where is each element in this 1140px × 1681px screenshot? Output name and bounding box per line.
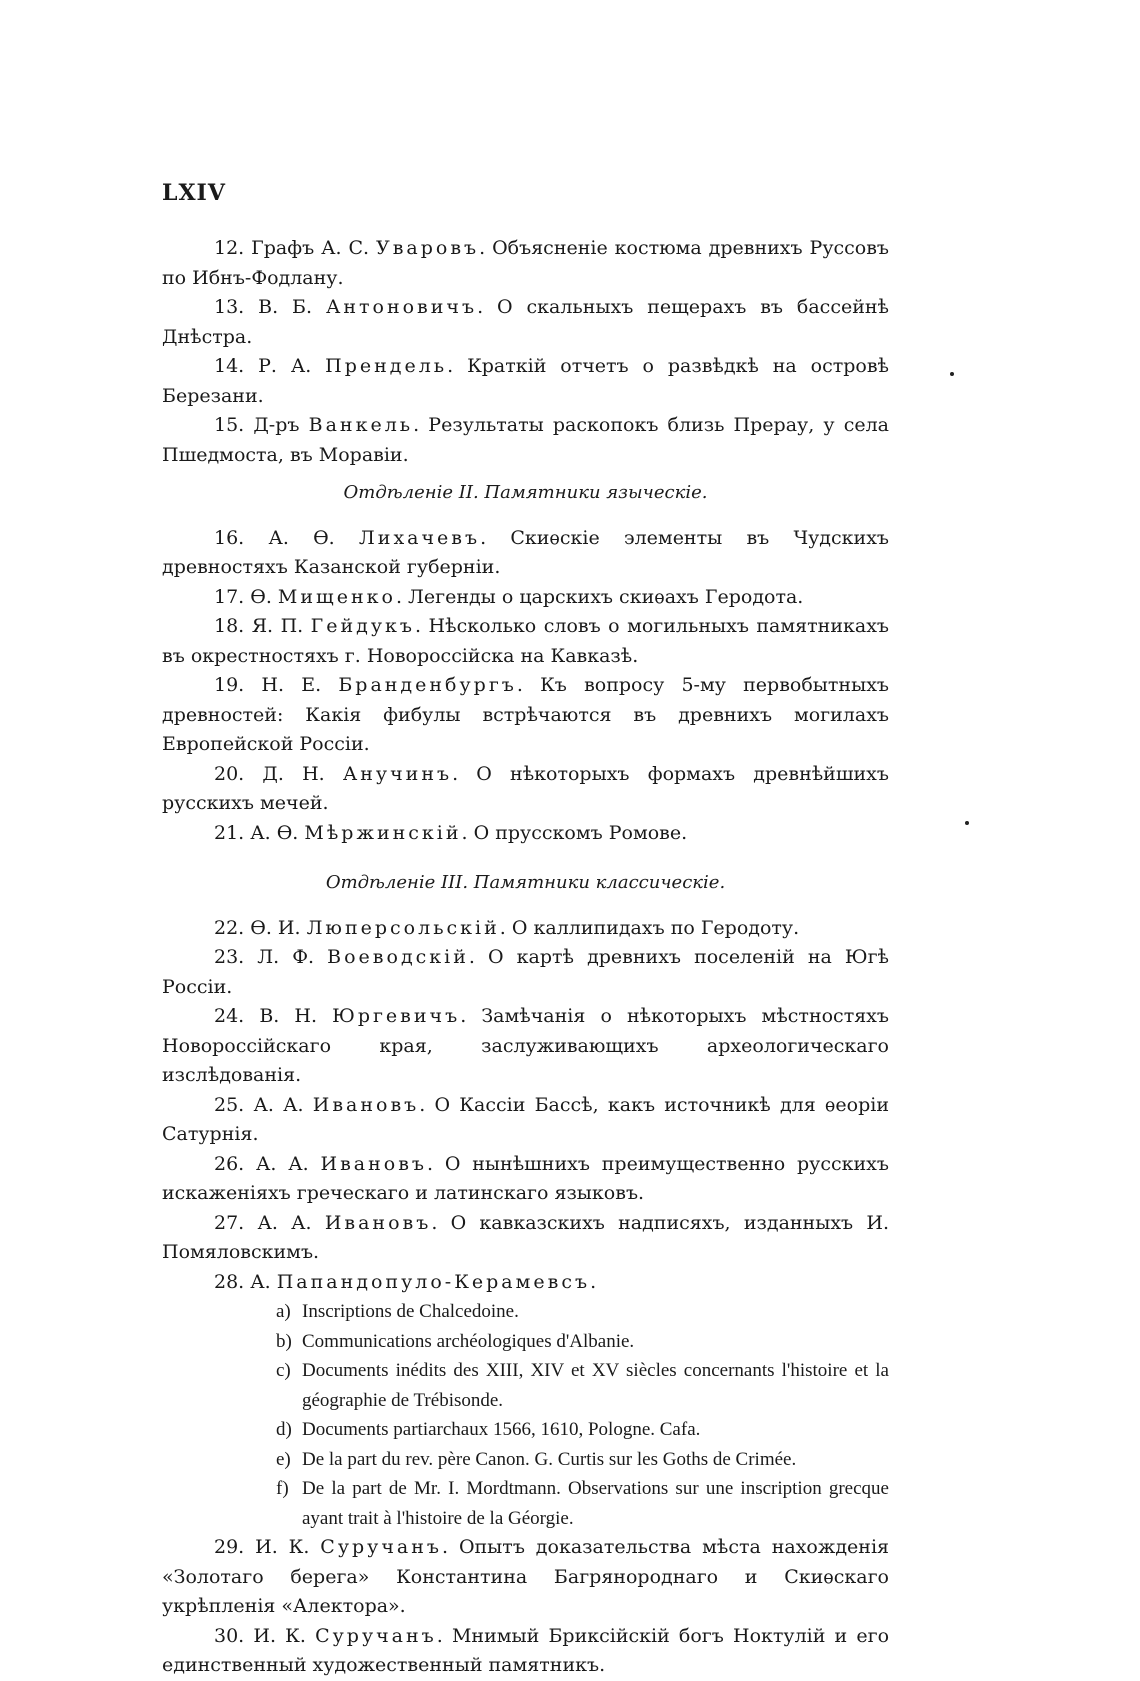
- entry-30: [162, 1622, 889, 1681]
- entry-22: [162, 914, 889, 944]
- entry-number: 14.: [214, 355, 245, 377]
- entry-27: [162, 1209, 889, 1268]
- entry-number: 26.: [214, 1152, 245, 1175]
- section-heading-2: Отдѣленіе II. Памятники языческіе.: [343, 482, 708, 503]
- entry-25: [162, 1091, 889, 1150]
- entry-author: Юргевичъ: [332, 1005, 461, 1027]
- entry-author: Бранденбургъ: [338, 674, 517, 696]
- entry-number: 18.: [214, 615, 245, 637]
- entry-author-prefix: Д. Н.: [262, 762, 343, 785]
- list-letter: c): [276, 1360, 291, 1381]
- entry-number: 28.: [214, 1270, 245, 1293]
- list-letter: e): [276, 1448, 291, 1470]
- print-speck: [950, 372, 954, 376]
- entry-title: . Легенды о царскихъ скиѳахъ Геродота.: [395, 585, 804, 608]
- list-item: [162, 1474, 889, 1533]
- entry-author: Ивановъ: [320, 1152, 427, 1175]
- entry-title: . О каллипидахъ по Геродоту.: [499, 916, 800, 939]
- entry-title: . О картѣ древнихъ поселеній на Югѣ Россіи.: [162, 946, 889, 998]
- entry-26: [162, 1150, 889, 1209]
- entry-author: Лихачевъ: [358, 526, 481, 549]
- list-text: De la part de Mr. I. Mordtmann. Observations sur une inscription grecque ayant trait à l'histoire de la Géorgie.: [302, 1478, 889, 1529]
- entry-title: . О скальныхъ пещерахъ въ бассейнѣ Днѣстра.: [162, 296, 889, 348]
- entry-title: . О нѣкоторыхъ формахъ древнѣйшихъ русскихъ мечей.: [162, 762, 889, 814]
- entry-author-prefix: Р. А.: [258, 355, 326, 377]
- list-letter: a): [276, 1301, 291, 1322]
- entry-21: [162, 819, 889, 849]
- entry-author-prefix: А. А.: [257, 1211, 325, 1234]
- entry-author: Суручанъ: [320, 1536, 442, 1558]
- entry-title: .: [590, 1270, 597, 1293]
- entry-title: . Къ вопросу 5-му первобытныхъ древностей: Какія фибулы встрѣчаются въ древнихъ могилахъ Европейской Россіи.: [162, 674, 889, 755]
- entry-author: Суручанъ: [315, 1624, 437, 1647]
- entry-number: 15.: [214, 414, 245, 436]
- entry-title: . Мнимый Бриксійскій богъ Ноктулій и его единственный художественный памятникъ.: [162, 1624, 890, 1676]
- list-item: [162, 1445, 889, 1475]
- entry-author-prefix: Графъ А. С.: [251, 237, 376, 259]
- page-number: LXIV: [162, 180, 226, 206]
- entry-title: . Нѣсколько словъ о могильныхъ памятникахъ въ окрестностяхъ г. Новороссійска на Кавказѣ.: [162, 615, 889, 667]
- entry-number: 23.: [214, 946, 245, 968]
- entry-title: . О Кассіи Бассѣ, какъ источникѣ для ѳеоріи Сатурнія.: [162, 1093, 890, 1145]
- entry-number: 16.: [214, 526, 245, 549]
- entry-title: . Опытъ доказательства мѣста нахожденія «Золотаго берега» Константина Багрянороднаго и Скиѳскаго укрѣпленія «Алектора».: [162, 1536, 890, 1617]
- entry-author: Воеводскій: [327, 946, 469, 968]
- entry-number: 17.: [214, 585, 245, 608]
- entry-title: . Результаты раскопокъ близь Прерау, у села Пшедмоста, въ Моравіи.: [162, 414, 889, 466]
- entry-author: Гейдукъ: [310, 615, 416, 637]
- sub-list-28: [162, 1297, 889, 1533]
- entry-author-prefix: А. Ѳ.: [268, 526, 359, 549]
- entry-20: [162, 760, 889, 819]
- entry-16: [162, 524, 889, 583]
- entry-author-prefix: И. К.: [253, 1624, 316, 1647]
- list-text: Communications archéologiques d'Albanie.: [302, 1330, 635, 1352]
- entry-24: [162, 1002, 889, 1091]
- entry-title: . О прусскомъ Ромове.: [461, 821, 688, 844]
- entry-author: Уваровъ: [375, 237, 480, 259]
- entry-19: [162, 671, 889, 760]
- entry-number: 29.: [214, 1536, 245, 1558]
- entry-author: Прендель: [325, 355, 448, 377]
- entry-number: 25.: [214, 1093, 245, 1116]
- list-text: De la part du rev. père Canon. G. Curtis sur les Goths de Crimée.: [302, 1448, 797, 1470]
- list-text: Documents partiarchaux 1566, 1610, Pologne. Cafa.: [302, 1419, 701, 1440]
- entry-author-prefix: А. Ѳ.: [250, 821, 305, 844]
- entry-29: [162, 1533, 889, 1622]
- list-item: [162, 1327, 889, 1357]
- entry-author: Папандопуло-Керамевсъ: [276, 1270, 591, 1293]
- entry-author-prefix: В. Н.: [259, 1005, 333, 1027]
- entry-author-prefix: Н. Е.: [261, 674, 339, 696]
- list-letter: b): [276, 1330, 292, 1352]
- entry-author-prefix: И. К.: [255, 1536, 321, 1558]
- entry-number: 12.: [214, 237, 245, 259]
- entry-author-prefix: Л. Ф.: [257, 946, 328, 968]
- list-letter: f): [276, 1478, 289, 1499]
- entry-number: 21.: [214, 821, 245, 844]
- list-item: [162, 1297, 889, 1327]
- list-item: [162, 1415, 889, 1445]
- entry-13: [162, 293, 889, 352]
- entry-title: . Объясненіе костюма древнихъ Руссовъ по Ибнъ-Фодлану.: [162, 237, 890, 289]
- entry-23: [162, 943, 889, 1002]
- entry-author: Ивановъ: [324, 1211, 432, 1234]
- entry-14: [162, 352, 889, 411]
- list-text: Documents inédits des XIII, XIV et XV siècles concernants l'histoire et la géographie de Trébisonde.: [302, 1360, 889, 1411]
- entry-number: 27.: [214, 1211, 245, 1234]
- list-text: Inscriptions de Chalcedoine.: [302, 1301, 519, 1322]
- list-letter: d): [276, 1419, 292, 1440]
- entry-number: 20.: [214, 762, 245, 785]
- entry-28: [162, 1268, 889, 1298]
- entry-title: . Краткій отчетъ о развѣдкѣ на островѣ Березани.: [162, 355, 889, 407]
- entry-author: Ванкель: [308, 414, 414, 436]
- entry-12: [162, 234, 889, 293]
- entry-17: [162, 583, 889, 613]
- entry-title: . О кавказскихъ надписяхъ, изданныхъ И. Помяловскимъ.: [162, 1211, 890, 1263]
- entry-author-prefix: Д-ръ: [253, 414, 309, 436]
- entry-number: 24.: [214, 1005, 245, 1027]
- entry-author: Ивановъ: [312, 1093, 420, 1116]
- print-speck: [965, 821, 969, 825]
- entry-number: 22.: [214, 916, 245, 939]
- entry-author-prefix: Ѳ. И.: [250, 916, 307, 939]
- entry-author-prefix: А.: [250, 1270, 277, 1293]
- entry-title: . Замѣчанія о нѣкоторыхъ мѣстностяхъ Новороссійскаго края, заслуживающихъ археологическаго изслѣдованія.: [162, 1005, 889, 1086]
- entry-author: Антоновичъ: [325, 296, 478, 318]
- entry-author: Мищенко: [277, 585, 396, 608]
- entry-15: [162, 411, 889, 470]
- entry-author-prefix: В. Б.: [258, 296, 326, 318]
- entry-number: 13.: [214, 296, 245, 318]
- entry-18: [162, 612, 889, 671]
- entry-title: . Скиѳскіе элементы въ Чудскихъ древностяхъ Казанской губерніи.: [162, 526, 889, 578]
- entry-author-prefix: А. А.: [253, 1093, 313, 1116]
- entry-author: Анучинъ: [342, 762, 453, 785]
- entry-author-prefix: А. А.: [256, 1152, 321, 1175]
- entry-author: Люперсольскій: [306, 916, 500, 939]
- section-heading-3: Отдѣленіе III. Памятники классическіе.: [325, 872, 726, 893]
- entry-author-prefix: Я. П.: [251, 615, 311, 637]
- entry-author-prefix: Ѳ.: [250, 585, 278, 608]
- entry-number: 30.: [214, 1624, 245, 1647]
- entry-title: . О нынѣшнихъ преимущественно русскихъ искаженіяхъ греческаго и латинскаго языковъ.: [162, 1152, 889, 1204]
- entry-number: 19.: [214, 674, 245, 696]
- list-item: [162, 1356, 889, 1415]
- page-content: [162, 234, 889, 1681]
- entry-author: Мѣржинскій: [304, 821, 462, 844]
